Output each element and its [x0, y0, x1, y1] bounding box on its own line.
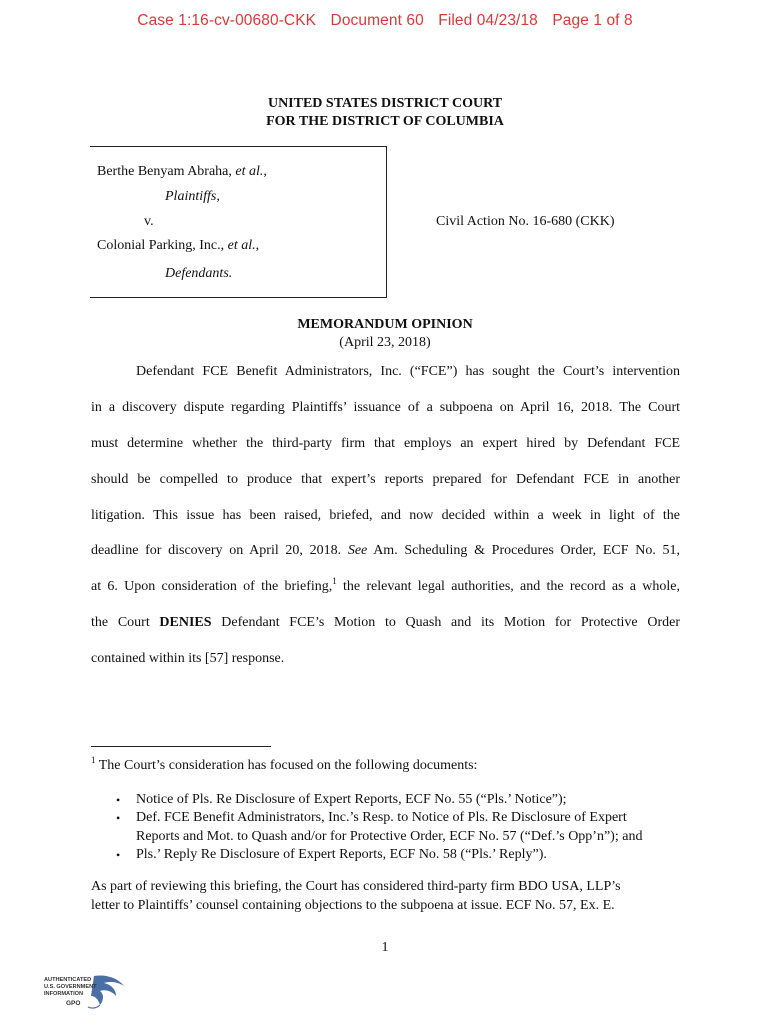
see-signal: See: [347, 543, 368, 558]
case-number: Case 1:16-cv-00680-CKK: [137, 12, 317, 29]
plaintiff-name: Berthe Benyam Abraha, et al.,: [97, 164, 267, 179]
versus: v.: [144, 214, 154, 229]
logo-line-3: INFORMATION: [44, 991, 84, 997]
bullet-2: •: [116, 811, 121, 825]
logo-line-1: AUTHENTICATED: [44, 977, 92, 983]
body-line-2: in a discovery dispute regarding Plaintiffs’ issuance of a subpoena on April 16, 2018. The Court: [91, 400, 680, 415]
case-header: [0, 12, 770, 30]
footnote-closing-2: letter to Plaintiffs’ counsel containing objections to the subpoena at issue. ECF No. 57, Ex. E.: [91, 898, 615, 913]
body-line-6: deadline for discovery on April 20, 2018. See Am. Scheduling & Procedures Order, ECF No. 51,: [91, 543, 681, 558]
document-number: Document 60: [330, 12, 424, 29]
footnote-bullet-3: Pls.’ Reply Re Disclosure of Expert Reports, ECF No. 58 (“Pls.’ Reply”).: [136, 847, 547, 862]
body-line-3: must determine whether the third-party firm that employs an expert hired by Defendant FCE: [91, 436, 680, 451]
court-heading: [0, 95, 770, 131]
logo-line-4: GPO: [66, 1000, 81, 1007]
bullet-1: •: [116, 793, 121, 807]
body-line-5: litigation. This issue has been raised, briefed, and now decided within a week in light of the: [91, 508, 680, 523]
footnote-rule: [91, 746, 271, 747]
footnote-bullet-2b: Reports and Mot. to Quash and/or for Protective Order, ECF No. 57 (“Def.’s Opp’n”); and: [136, 829, 643, 844]
bullet-3: •: [116, 848, 121, 862]
body-line-4: should be compelled to produce that expert’s reports prepared for Defendant FCE in another: [91, 472, 680, 487]
page-indicator: Page 1 of 8: [552, 12, 633, 29]
memo-date: (April 23, 2018): [339, 335, 431, 350]
body-line-9: contained within its [57] response.: [91, 651, 285, 666]
defendant-name: Colonial Parking, Inc., et al.,: [97, 238, 260, 253]
footnote-number: 1: [91, 755, 96, 765]
memo-title: MEMORANDUM OPINION: [297, 317, 473, 332]
body-line-1: Defendant FCE Benefit Administrators, Inc. (“FCE”) has sought the Court’s intervention: [136, 364, 680, 379]
logo-line-2: U.S. GOVERNMENT: [44, 984, 97, 990]
court-line-1: UNITED STATES DISTRICT COURT: [267, 96, 503, 111]
eagle-icon: [42, 972, 132, 1012]
footnote-bullet-1: Notice of Pls. Re Disclosure of Expert Reports, ECF No. 55 (“Pls.’ Notice”);: [136, 792, 567, 807]
footnote-intro: $^1$ The Court’s consideration has focused on the following documents:: [91, 755, 478, 773]
court-line-2: FOR THE DISTRICT OF COLUMBIA: [266, 114, 504, 129]
body-line-8: the Court DENIES Defendant FCE’s Motion to Quash and its Motion for Protective Order: [91, 615, 680, 630]
page-number: 1: [381, 940, 389, 955]
body-line-7: at 6. Upon consideration of the briefing,$^1$ the relevant legal authorities, and the record as a whole,: [91, 576, 680, 594]
footnote-ref: 1: [332, 576, 337, 586]
ruling: DENIES: [159, 615, 212, 630]
filed-date: Filed 04/23/18: [438, 12, 538, 29]
defendant-role: Defendants.: [165, 266, 233, 281]
footnote-bullet-2a: Def. FCE Benefit Administrators, Inc.’s Resp. to Notice of Pls. Re Disclosure of Expert: [136, 810, 627, 825]
plaintiff-role: Plaintiffs,: [165, 189, 220, 204]
civil-action-number: Civil Action No. 16-680 (CKK): [436, 214, 615, 229]
footnote-closing-1: As part of reviewing this briefing, the Court has considered third-party firm BDO USA, LLP’s: [91, 879, 621, 894]
gpo-authentication-logo: [42, 972, 132, 1012]
